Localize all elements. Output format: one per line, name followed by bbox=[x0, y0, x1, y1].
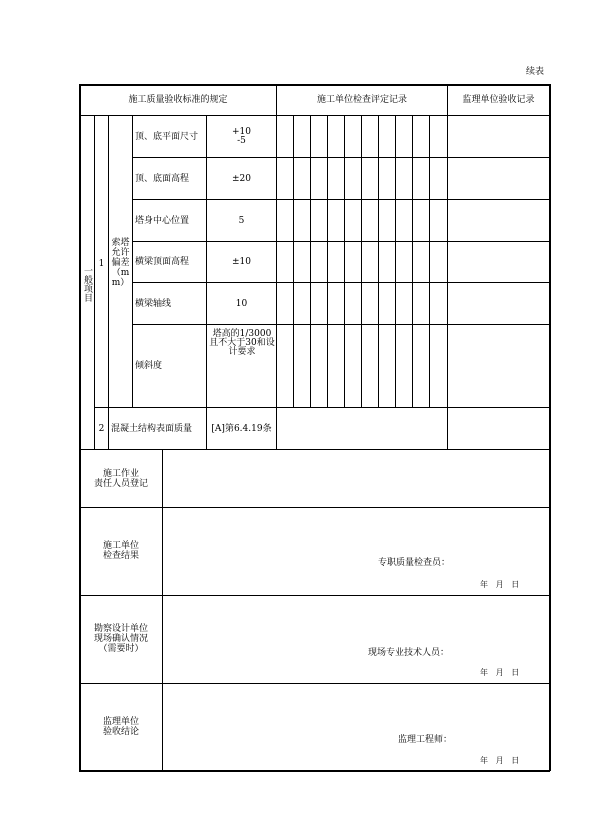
item-value: 塔高的1/3000且不大于30和设计要求 bbox=[209, 329, 275, 357]
grid-line bbox=[327, 115, 328, 407]
group2-number: 2 bbox=[98, 423, 105, 434]
general-items-label: 一般项目 bbox=[82, 266, 92, 302]
row-line bbox=[80, 507, 550, 508]
col-line bbox=[162, 449, 163, 771]
item-name: 塔身中心位置 bbox=[135, 215, 190, 226]
survey-design-label: 勘察设计单位 现场确认情况 （需要时） bbox=[93, 624, 148, 654]
grid-line bbox=[429, 115, 430, 407]
col-line bbox=[132, 115, 133, 407]
item-value: ±10 bbox=[232, 257, 251, 267]
date-line: 年 月 日 bbox=[480, 580, 520, 589]
row-line bbox=[80, 595, 550, 596]
col-line bbox=[447, 84, 448, 450]
continued-label: 续表 bbox=[526, 67, 545, 77]
item-name: 顶、底面高程 bbox=[135, 173, 190, 184]
item-name: 顶、底平面尺寸 bbox=[135, 131, 199, 142]
grid-line bbox=[361, 115, 362, 407]
supervising-engineer-sign: 监理工程师： bbox=[398, 735, 453, 745]
header-supervisor-record: 监理单位验收记录 bbox=[462, 95, 535, 105]
table-border-right bbox=[549, 84, 551, 771]
crew-label: 施工作业 责任人员登记 bbox=[93, 469, 148, 489]
grid-line bbox=[378, 115, 379, 407]
col-line bbox=[276, 84, 277, 450]
quality-inspector-sign: 专职质量检查员： bbox=[378, 558, 451, 568]
header-standard: 施工质量验收标准的规定 bbox=[128, 95, 228, 105]
group1-number: 1 bbox=[98, 259, 105, 269]
grid-line bbox=[310, 115, 311, 407]
date-line: 年 月 日 bbox=[480, 668, 520, 677]
site-technician-sign: 现场专业技术人员： bbox=[368, 648, 450, 658]
col-line bbox=[108, 407, 109, 450]
group2-value: [A]第6.4.19条 bbox=[211, 423, 272, 434]
item-value: 10 bbox=[235, 298, 248, 309]
supervisor-conclusion-label: 监理单位 验收结论 bbox=[102, 717, 139, 737]
header-contractor-record: 施工单位检查评定记录 bbox=[316, 95, 407, 105]
item-value: ±20 bbox=[232, 173, 251, 184]
item-value: 5 bbox=[238, 215, 245, 226]
item-value: +10 -5 bbox=[232, 126, 251, 146]
item-name: 倾斜度 bbox=[135, 361, 163, 371]
grid-line bbox=[344, 115, 345, 407]
table-border-left bbox=[79, 84, 81, 771]
table-border-bottom bbox=[79, 770, 550, 772]
grid-line bbox=[412, 115, 413, 407]
contractor-result-label: 施工单位 检查结果 bbox=[102, 541, 139, 561]
group1-name: 索塔允许偏差（mm） bbox=[111, 238, 130, 288]
grid-line bbox=[293, 115, 294, 407]
item-name: 横梁轴线 bbox=[135, 298, 172, 309]
col-line bbox=[94, 115, 95, 450]
row-line bbox=[80, 449, 550, 450]
item-name: 横梁顶面高程 bbox=[135, 257, 190, 267]
grid-line bbox=[395, 115, 396, 407]
row-line bbox=[80, 683, 550, 684]
date-line: 年 月 日 bbox=[480, 756, 520, 765]
group2-name: 混凝土结构表面质量 bbox=[111, 423, 193, 434]
